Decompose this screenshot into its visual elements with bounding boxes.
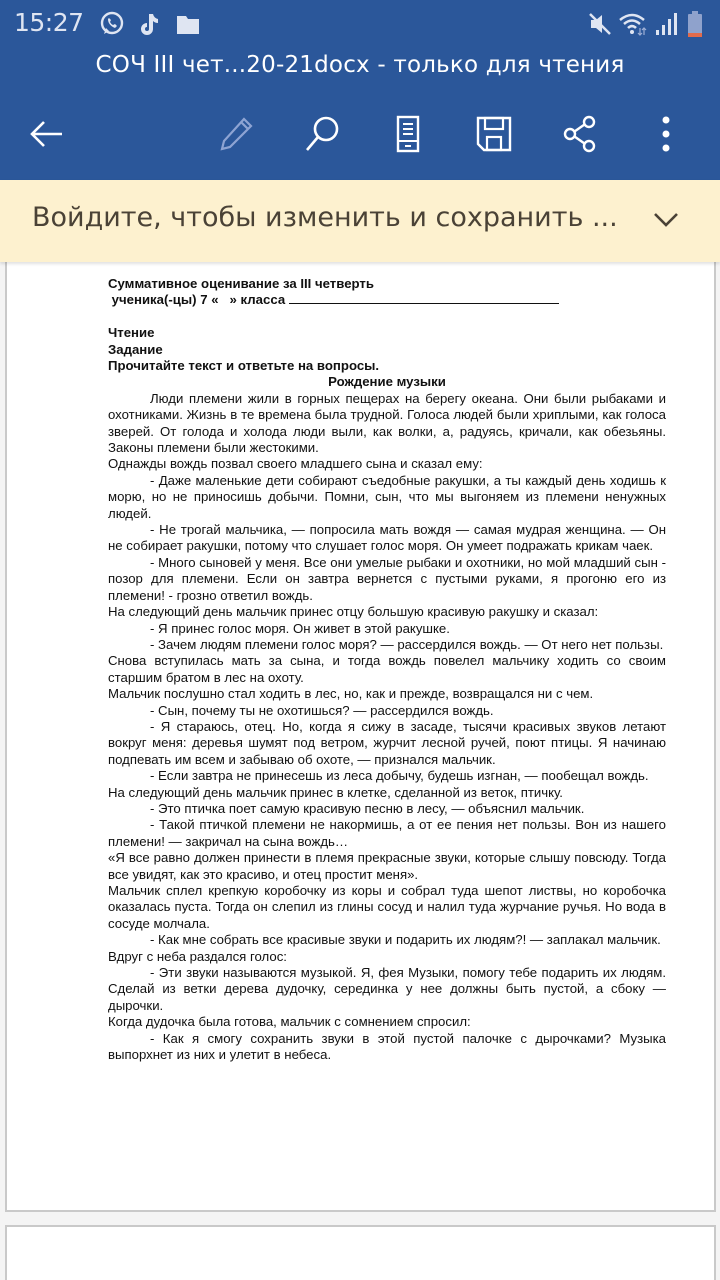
mute-icon [586, 10, 614, 38]
story-paragraph: - Если завтра не принесешь из леса добычу, будешь изгнан, — пообещал вождь. [150, 768, 649, 784]
story-paragraph: - Это птичка поет самую красивую песню в лесу, — объяснил мальчик. [150, 800, 585, 816]
wifi-icon [618, 10, 646, 38]
spacer [108, 309, 666, 325]
save-button[interactable] [470, 110, 518, 158]
more-options-button[interactable] [642, 110, 690, 158]
mobile-view-icon [388, 114, 428, 154]
next-document-page [5, 1225, 716, 1280]
chevron-down-icon [652, 206, 680, 234]
document-title: СОЧ III чет...20-21docx - только для чтения [95, 52, 625, 78]
story-paragraph: - Я стараюсь, отец. Но, когда я сижу в засаде, тысячи красивых звуков летают вокруг меня: деревья шумят под ветром, журчит лесной ручей, поют птицы. Я начинаю подпевать им всем и забываю об охоте, — признался мальчик. [108, 718, 666, 767]
story-paragraph: - Как мне собрать все красивые звуки и подарить их людям?! — заплакал мальчик. [150, 932, 661, 948]
mobile-view-button[interactable] [384, 110, 432, 158]
story-paragraph: - Зачем людям племени голос моря? — рассердился вождь. — От него нет пользы. [150, 636, 664, 652]
app-header [0, 0, 720, 180]
story-title: Рождение музыки [328, 374, 446, 390]
folder-icon [174, 10, 202, 38]
story-paragraph: Однажды вождь позвал своего младшего сына и сказал ему: [108, 456, 483, 472]
doc-instruction: Прочитайте текст и ответьте на вопросы. [108, 358, 380, 374]
name-blank-line [289, 292, 559, 304]
story-paragraph: Когда дудочка была готова, мальчик с сомнением спросил: [108, 1014, 471, 1030]
story-paragraph: - Даже маленькие дети собирают съедобные ракушки, а ты каждый день ходишь к морю, но не приносишь добычи. Помни, сын, что мы выгоняем из племени ненужных людей. [108, 472, 666, 521]
expand-banner-button[interactable] [648, 202, 684, 238]
edit-icon [216, 114, 256, 154]
share-button[interactable] [556, 110, 604, 158]
back-button[interactable] [22, 110, 70, 158]
story-paragraph: Мальчик сплел крепкую коробочку из коры и собрал туда шепот листвы, но коробочка оказалась пуста. Тогда он слепил из глины сосуд и налил туда журчание ручья. Но вода в сосуде молчала. [108, 883, 666, 931]
doc-task: Задание [108, 341, 163, 357]
share-icon [560, 114, 600, 154]
story-paragraph: - Не трогай мальчика, — попросила мать вождя — самая мудрая женщина. — Он не собирает ракушки, потому что слушает голос моря. Он умеет подражать крикам чаек. [108, 522, 666, 554]
story-paragraph: - Сын, почему ты не охотишься? — рассердился вождь. [150, 702, 494, 718]
story-paragraph: Люди племени жили в горных пещерах на берегу океана. Они были рыбаками и охотниками. Жизнь в те времена была трудной. Голоса людей были хриплыми, как голоса зверей. От голода и холода люди выли, как волки, а, радуясь, кричали, как обезьяны. Законы племени были жестокими. [108, 390, 666, 456]
story-paragraph: На следующий день мальчик принес отцу большую красивую ракушку и сказал: [108, 604, 599, 620]
status-bar [0, 0, 720, 50]
search-button[interactable] [298, 110, 346, 158]
story-paragraph: - Я принес голос моря. Он живет в этой ракушке. [150, 620, 450, 636]
more-icon [646, 114, 686, 154]
save-icon [474, 114, 514, 154]
story-paragraph: Снова вступилась мать за сына, и тогда вождь повелел мальчику ходить со своим старшим братом в лес на охоту. [108, 653, 666, 685]
story-paragraph: Вдруг с неба раздался голос: [108, 948, 287, 964]
status-time: 15:27 [14, 8, 84, 37]
sign-in-banner-text: Войдите, чтобы изменить и сохранить ... [32, 202, 618, 233]
document-page [5, 262, 716, 1212]
story-paragraphs [108, 391, 666, 1064]
doc-header-line1: Суммативное оценивание за III четверть [108, 276, 374, 291]
back-icon [26, 114, 66, 154]
battery-icon [686, 10, 714, 38]
story-paragraph: - Эти звуки называются музыкой. Я, фея Музыки, помогу тебе подарить их людям. Сделай из ветки дерева дудочку, серединка у нее должны быть пустой, а сбоку — дырочки. [108, 965, 666, 1013]
story-paragraph: - Как я смогу сохранить звуки в этой пустой палочке с дырочками? Музыка выпорхнет из них и улетит в небеса. [108, 1030, 666, 1063]
sign-in-banner[interactable] [0, 180, 720, 262]
story-paragraph: На следующий день мальчик принес в клетке, сделанной из веток, птичку. [108, 784, 563, 800]
search-icon [302, 114, 342, 154]
signal-icon [654, 10, 682, 38]
whatsapp-icon [98, 10, 126, 38]
edit-button[interactable] [212, 110, 260, 158]
doc-header-line2 [108, 292, 666, 308]
story-paragraph: Мальчик послушно стал ходить в лес, но, как и прежде, возвращался ни с чем. [108, 686, 594, 702]
story-paragraph: - Много сыновей у меня. Все они умелые рыбаки и охотники, но мой младший сын - позор для племени. Если он завтра вернется с пустыми руками, я прогоню его из племени! - грозно ответил вождь. [108, 554, 666, 603]
doc-section: Чтение [108, 325, 155, 341]
document-body [108, 276, 666, 1063]
story-paragraph: «Я все равно должен принести в племя прекрасные звуки, которые слышу повсюду. Тогда все увидят, как это красиво, и отец простит меня». [108, 850, 666, 882]
tiktok-icon [136, 10, 164, 38]
story-paragraph: - Такой птичкой племени не накормишь, а от ее пения нет пользы. Вон из нашего племени! — закричал на сына вождь… [108, 817, 666, 849]
doc-header-line2-text: ученика(-цы) 7 « » класса [108, 292, 289, 308]
